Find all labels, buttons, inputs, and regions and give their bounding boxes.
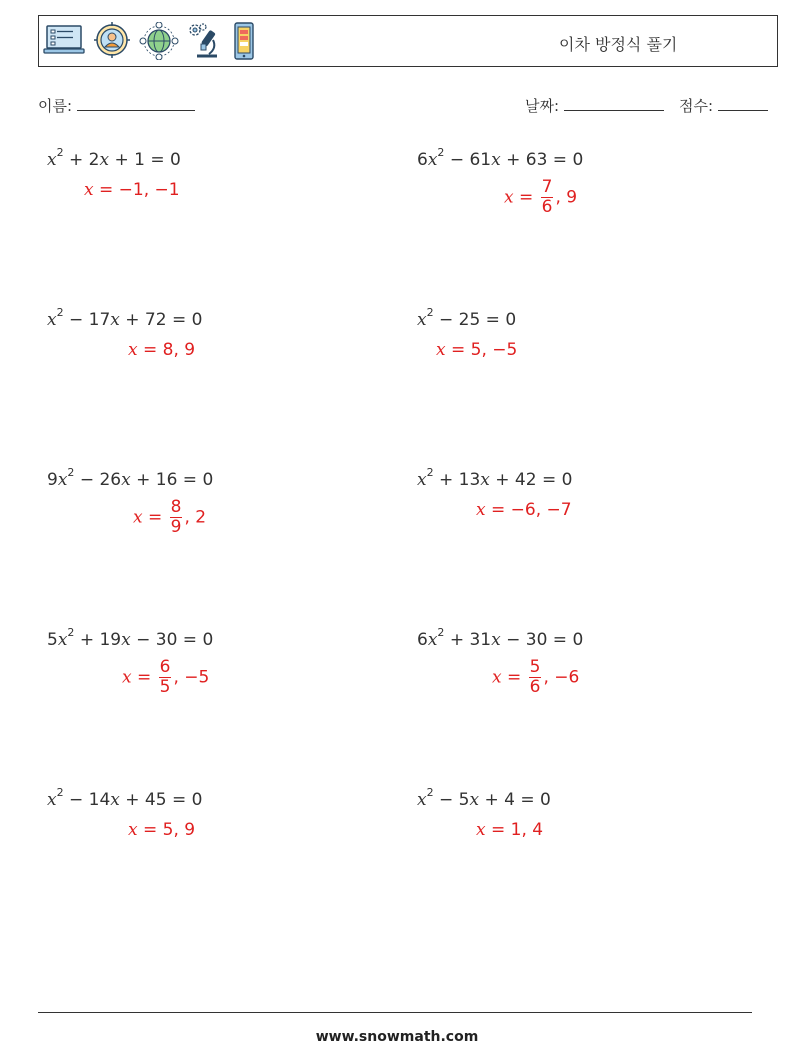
score-blank[interactable] [718,98,768,111]
footer-url: www.snowmath.com [315,1029,479,1045]
header-icons [43,22,257,60]
answer-text [122,658,209,697]
equation-coefficient: 5 [47,630,58,650]
answer-variable: x [128,820,138,840]
equation-variable: x [417,790,427,810]
equation-middle: − 61 [444,150,492,170]
fraction-numerator: 7 [541,177,553,197]
equation-exponent: 2 [67,466,75,480]
equation-variable: x [57,470,68,490]
answer-equals: = [137,340,163,360]
problem-equation [47,306,203,330]
answer-values: 8, 9 [162,340,196,360]
problem-equation [417,306,517,330]
equation-middle: − 26 [74,470,122,490]
answer-rest: , 9 [555,187,578,208]
score-field [679,95,768,116]
equation-middle: − 25 = 0 [433,310,517,330]
equation-middle: + 31 [444,630,492,650]
answer-variable: x [476,820,486,840]
equation-tail: + 72 = 0 [119,310,203,330]
problem-equation [417,626,584,650]
fraction-denominator: 5 [159,677,171,697]
equation-middle: − 5 [433,790,470,810]
equation-middle: + 2 [63,150,100,170]
equation-variable: x [99,150,110,170]
answer-text [436,340,517,360]
fraction-denominator: 6 [529,677,541,697]
laptop-checklist-icon [43,22,85,58]
answer-text [84,180,180,200]
equation-variable: x [110,790,120,810]
answer-equals: = [142,507,168,528]
problem-equation [47,626,214,650]
equation-tail: + 16 = 0 [130,470,214,490]
equation-variable: x [491,630,501,650]
globe-network-icon [139,22,179,60]
worksheet-title: 이차 방정식 풀기 [559,35,678,54]
answer-values: 5, 9 [162,820,196,840]
equation-coefficient: 6 [417,630,428,650]
equation-variable: x [427,630,438,650]
answer-rest: , −5 [173,667,210,688]
answer-fraction [529,658,542,697]
worksheet-header [38,15,778,67]
answer-rest: , −6 [543,667,580,688]
fraction-denominator: 9 [170,517,182,537]
date-field [525,95,664,116]
answer-variable: x [122,667,132,688]
problem-equation [417,786,551,810]
answer-equals: = [485,500,511,520]
equation-exponent: 2 [56,146,64,160]
answer-text [476,500,572,520]
equation-tail: + 63 = 0 [500,150,584,170]
equation-variable: x [417,470,427,490]
answer-variable: x [436,340,446,360]
answer-equals: = [485,820,511,840]
answer-fraction [159,658,172,697]
equation-exponent: 2 [56,786,64,800]
fraction-denominator: 6 [541,197,553,217]
equation-tail: + 1 = 0 [109,150,181,170]
answer-equals: = [137,820,163,840]
equation-exponent: 2 [426,466,434,480]
fraction-numerator: 8 [170,497,182,517]
equation-coefficient: 9 [47,470,58,490]
equation-variable: x [47,310,57,330]
equation-exponent: 2 [56,306,64,320]
equation-tail: + 4 = 0 [479,790,551,810]
equation-coefficient: 6 [417,150,428,170]
footer-divider [38,1012,752,1013]
equation-variable: x [491,150,501,170]
answer-variable: x [504,187,514,208]
answer-values: −1, −1 [118,180,180,200]
equation-exponent: 2 [426,786,434,800]
problem-equation [417,466,573,490]
equation-exponent: 2 [437,146,445,160]
answer-variable: x [128,340,138,360]
equation-variable: x [417,310,427,330]
equation-middle: + 13 [433,470,481,490]
problem-equation [417,146,584,170]
microscope-gears-icon [187,22,223,60]
answer-values: 1, 4 [510,820,544,840]
equation-middle: − 14 [63,790,111,810]
answer-text [133,498,206,537]
equation-variable: x [47,150,57,170]
equation-tail: + 45 = 0 [119,790,203,810]
answer-variable: x [84,180,94,200]
equation-variable: x [427,150,438,170]
equation-middle: − 17 [63,310,111,330]
name-label: 이름: [38,97,73,115]
answer-equals: = [131,667,157,688]
answer-text [504,178,577,217]
equation-exponent: 2 [426,306,434,320]
date-blank[interactable] [564,98,664,111]
equation-tail: − 30 = 0 [500,630,584,650]
equation-variable: x [121,470,131,490]
equation-variable: x [47,790,57,810]
equation-tail: + 42 = 0 [489,470,573,490]
answer-rest: , 2 [184,507,207,528]
answer-text [128,340,195,360]
equation-exponent: 2 [437,626,445,640]
answer-text [128,820,195,840]
problem-equation [47,466,214,490]
equation-variable: x [480,470,490,490]
answer-equals: = [93,180,119,200]
equation-variable: x [57,630,68,650]
equation-variable: x [469,790,480,810]
answer-variable: x [476,500,486,520]
problem-equation [47,146,181,170]
answer-fraction [170,498,183,537]
equation-middle: + 19 [74,630,122,650]
problem-equation [47,786,203,810]
answer-equals: = [445,340,471,360]
equation-exponent: 2 [67,626,75,640]
name-blank[interactable] [77,98,195,111]
equation-variable: x [121,630,131,650]
fraction-numerator: 6 [159,657,171,677]
name-field [38,95,195,116]
answer-text [492,658,579,697]
answer-values: −6, −7 [510,500,572,520]
equation-tail: − 30 = 0 [130,630,214,650]
answer-equals: = [513,187,539,208]
answer-variable: x [492,667,502,688]
answer-variable: x [133,507,143,528]
answer-equals: = [501,667,527,688]
score-label: 점수: [679,97,714,115]
fraction-numerator: 5 [529,657,541,677]
user-target-icon [93,22,131,58]
answer-fraction [541,178,554,217]
mobile-phone-icon [231,22,257,60]
date-label: 날짜: [525,97,560,115]
answer-values: 5, −5 [470,340,518,360]
answer-text [476,820,543,840]
equation-variable: x [110,310,120,330]
